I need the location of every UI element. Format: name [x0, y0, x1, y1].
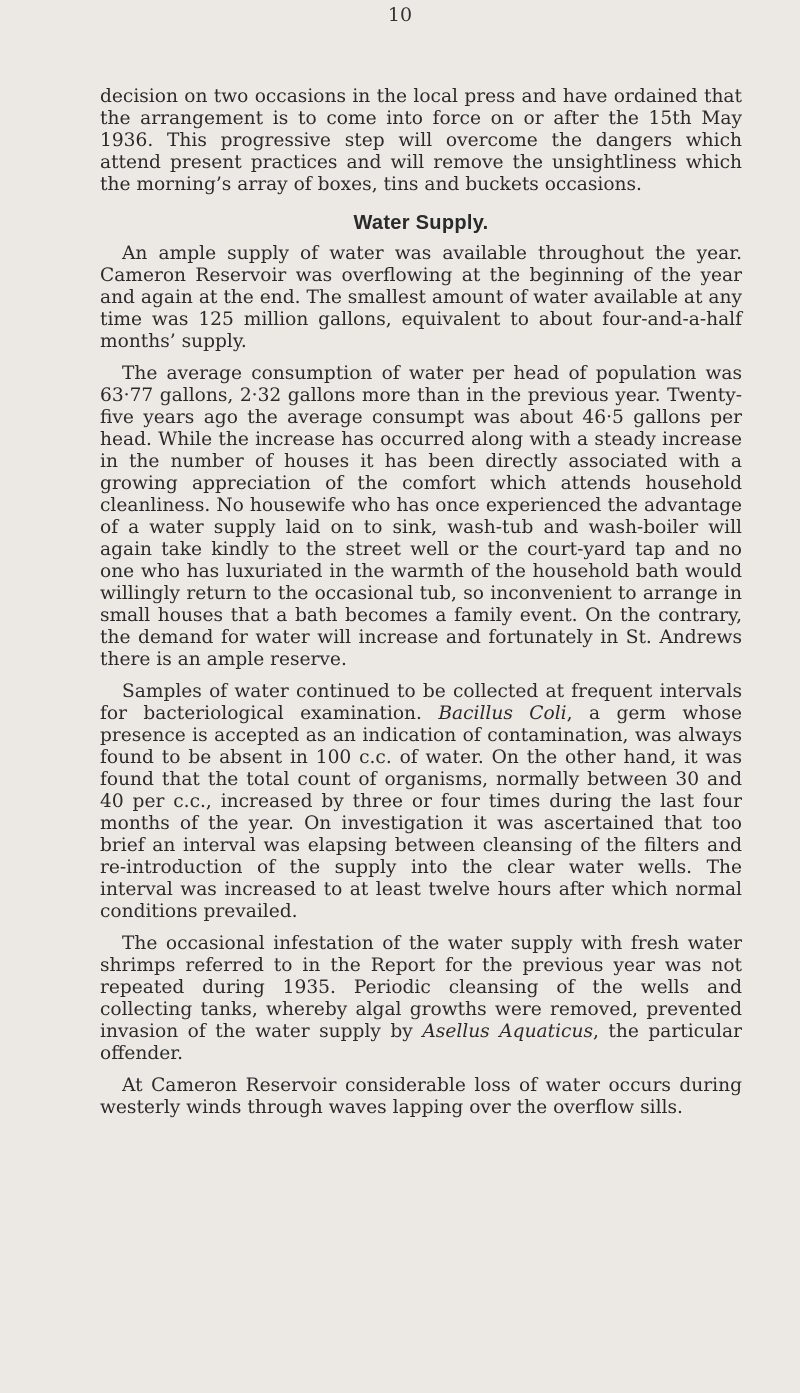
paragraph-reservoir-loss: At Cameron Reservoir considerable loss of water occurs during westerly winds through waves lapping over the overflow sills. — [100, 1075, 742, 1118]
species-name-asellus: Asellus Aquaticus — [422, 1021, 593, 1042]
species-name-bacillus-coli: Bacillus Coli — [438, 703, 567, 724]
paragraph-infestation-text-start: The occasional infestation of the water supply with fresh water shrimps referred to in the Report for the previous year was not repeated during 1935. Periodic cleansing of the wells and collecting tanks, whereby algal growths were removed, prevented invasion of the water supply by — [100, 933, 742, 1042]
page-body — [100, 86, 742, 1119]
paragraph-water-availability: An ample supply of water was available throughout the year. Cameron Reservoir was overflowing at the beginning of the year and again at the end. The smallest amount of water available at any time was 125 million gallons, equivalent to about four-and-a-half months’ supply. — [100, 243, 742, 352]
paragraph-bacteriology-text-start: Samples of water continued to be collected at frequent intervals for bacteriological examination. — [100, 681, 742, 724]
paragraph-infestation — [100, 933, 742, 1065]
paragraph-bacteriology-text-end: , a germ whose presence is accepted as an indication of contamination, was always found to be absent in 100 c.c. of water. On the other hand, it was found that the total count of organisms, normally between 30 and 40 per c.c., increased by three or four times during the last four months of the year. On investigation it was ascertained that too brief an interval was elapsing between cleansing of the filters and re-introduction of the supply into the clear water wells. The interval was increased to at least twelve hours after which normal conditions prevailed. — [100, 703, 742, 922]
intro-paragraph: decision on two occasions in the local press and have ordained that the arrangement is to come into force on or after the 15th May 1936. This progressive step will overcome the dangers which attend present practices and will remove the unsightliness which the morning’s array of boxes, tins and buckets occasions. — [100, 86, 742, 195]
page-number: 10 — [387, 4, 413, 26]
paragraph-infestation-text-end: , the particular offender. — [100, 1021, 742, 1064]
paragraph-consumption: The average consumption of water per head of population was 63·77 gallons, 2·32 gallons more than in the previous year. Twenty-five years ago the average consumpt was about 46·5 gallons per head. While the increase has occurred along with a steady increase in the number of houses it has been directly associated with a growing appreciation of the comfort which attends household cleanliness. No housewife who has once experienced the advantage of a water supply laid on to sink, wash-tub and wash-boiler will again take kindly to the street well or the court-yard tap and no one who has luxuriated in the warmth of the household bath would willingly return to the occasional tub, so inconvenient to arrange in small houses that a bath becomes a family event. On the contrary, the demand for water will increase and fortunately in St. Andrews there is an ample reserve. — [100, 363, 742, 670]
paragraph-bacteriology — [100, 681, 742, 923]
section-heading: Water Supply. — [353, 212, 489, 234]
